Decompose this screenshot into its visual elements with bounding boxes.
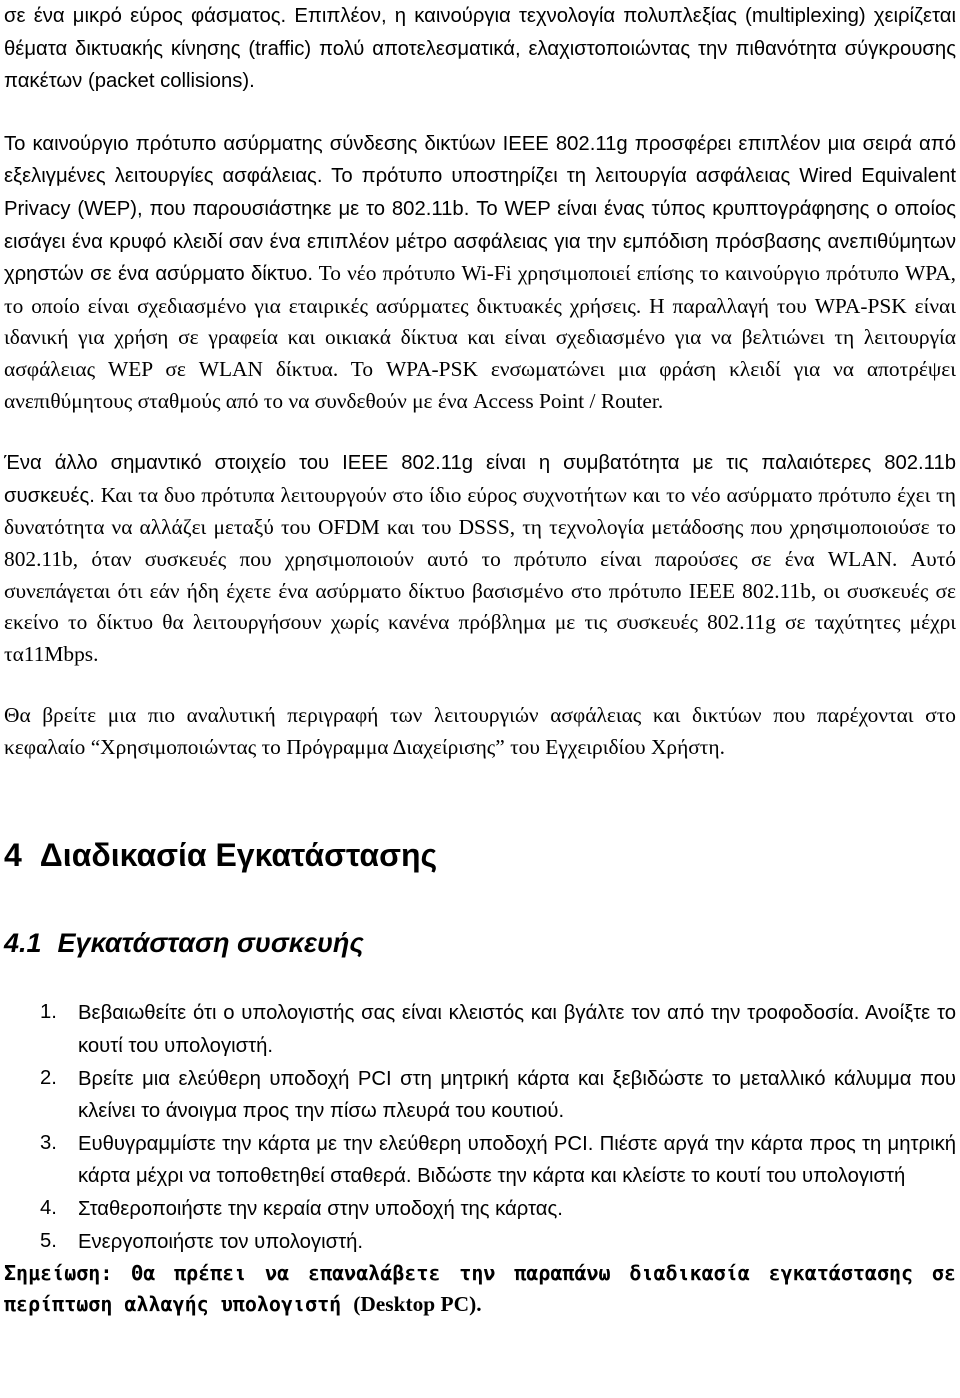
paragraph-text: Το WEP είναι ένας τύπος κρυπτογράφησης ο οποίος εισάγει ένα κρυφό κλειδί σαν ένα επιπλέον μέτρο ασφάλειας για την εμπόδιση πρόσβασης ανεπιθύμητων χρηστών σε ένα ασύρματο δίκτυο. — [4, 197, 957, 286]
paragraph-text: ασφάλειας Wired Equivalent Privacy (WEP), που παρουσιάστηκε με το 802.11b. — [4, 165, 956, 220]
paragraph-security — [4, 128, 956, 417]
paragraph-ofdm-end — [4, 0, 956, 98]
step-text: Βρείτε μια ελεύθερη υποδοχή PCI στη μητρική κάρτα και ξεβιδώστε το μεταλλικό κάλυμμα που κλείνει το άνοιγμα προς την πίσω πλευρά του κουτιού. — [78, 1067, 956, 1123]
list-item — [4, 997, 956, 1062]
list-item — [4, 1128, 956, 1193]
subsection-title: Εγκατάσταση συσκευής — [57, 928, 364, 959]
spacer — [4, 417, 956, 447]
step-number: 3. — [40, 1131, 57, 1154]
step-number: 1. — [40, 1001, 57, 1024]
spacer — [4, 98, 956, 128]
list-item — [4, 1063, 956, 1128]
list-item — [4, 1226, 956, 1259]
installation-note — [4, 1258, 956, 1320]
section-title: Διαδικασία Εγκατάστασης — [39, 837, 438, 874]
step-number: 4. — [40, 1197, 57, 1220]
section-number: 4 — [4, 837, 22, 874]
step-number: 5. — [40, 1229, 57, 1252]
step-text: Ενεργοποιήστε τον υπολογιστή. — [78, 1230, 364, 1253]
spacer — [4, 763, 956, 837]
step-text: Σταθεροποιήστε την κεραία στην υποδοχή της κάρτας. — [78, 1198, 563, 1221]
subsection-heading — [4, 927, 956, 959]
installation-steps — [4, 997, 956, 1258]
paragraph-reference — [4, 700, 956, 763]
paragraph-text: Το καινούργιο πρότυπο ασύρματης σύνδεσης δικτύων IEEE 802.11g προσφέρει επιπλέον μια σειρά από εξελιγμένες λειτουργίες ασφάλειας. Το πρότυπο υποστηρίζει τη λειτουργία — [4, 132, 956, 188]
step-text: Ευθυγραμμίστε την κάρτα με την ελεύθερη υποδοχή PCI. — [78, 1132, 594, 1155]
paragraph-text: Θα βρείτε μια πιο αναλυτική περιγραφή των λειτουργιών ασφάλειας και δικτύων που παρέχονται στο κεφαλαίο “Χρησιμοποιώντας το Πρόγραμμα Διαχείρισης” του Εγχειριδίου Χρήστη. — [4, 703, 956, 759]
spacer — [4, 873, 956, 927]
spacer — [4, 670, 956, 700]
list-item — [4, 1193, 956, 1226]
paragraph-text: Ένα άλλο σημαντικό στοιχείο του IEEE 802.11g είναι η συμβατότητα με τις παλαιότερες 802.11b συσκευές. — [4, 452, 956, 507]
note-text: Σημείωση: Θα πρέπει να επαναλάβετε την παραπάνω διαδικασία εγκατάστασης σε περίπτωση αλλαγής υπολογιστή — [4, 1261, 956, 1317]
step-number: 2. — [40, 1066, 57, 1089]
paragraph-text: Και τα δυο πρότυπα λειτουργούν στο ίδιο εύρος συχνοτήτων και το νέο ασύρματο πρότυπο έχει τη δυνατότητα να αλλάζει μεταξύ του OFDM και του DSSS, τη τεχνολογία μετάδοσης που χρησιμοποιούσε το 802.11b, όταν συσκευές που χρησιμοποιούν αυτό το πρότυπο είναι παρούσες σε ένα WLAN. Αυτό συνεπάγεται ότι εάν ήδη έχετε ένα ασύρματο δίκτυο βασισμένο στο πρότυπο IEEE 802.11b, οι συσκευές σε εκείνο το δίκτυο θα λειτουργήσουν χωρίς κανένα πρόβλημα με τις συσκευές 802.11g σε ταχύτητες μέχρι τα11Mbps. — [4, 482, 956, 666]
paragraph-compatibility — [4, 447, 956, 670]
spacer — [4, 959, 956, 997]
document-page — [4, 0, 956, 1320]
step-text: Βεβαιωθείτε ότι ο υπολογιστής σας είναι κλειστός και βγάλτε τον από την τροφοδοσία. Ανοίξτε το κουτί του υπολογιστή. — [78, 1002, 956, 1058]
step-text: Πιέστε αργά την κάρτα προς τη μητρική κάρτα μέχρι να τοποθετηθεί σταθερά. Βιδώστε την κάρτα και κλείστε το κουτί του υπολογιστή — [78, 1132, 956, 1188]
paragraph-text: σε ένα μικρό εύρος φάσματος. Επιπλέον, η καινούργια τεχνολογία πολυπλεξίας (multiplexing) χειρίζεται θέματα δικτυακής κίνησης (traffic) πολύ αποτελεσματικά, ελαχιστοποιώντας την πιθανότητα σύγκρουσης πακέτων (packet collisions). — [4, 5, 956, 93]
subsection-number: 4.1 — [4, 928, 42, 959]
paragraph-text: Η παραλλαγή του WPA-PSK είναι ιδανική για χρήση σε γραφεία και οικιακά δίκτυα και είναι σχεδιασμένο για να βελτιώνει τη λειτουργία ασφάλειας WEP σε WLAN δίκτυα. Το WPA-PSK ενσωματώνει μια φράση κλειδί για να αποτρέψει ανεπιθύμητους σταθμούς από το να συνδεθούν με ένα Access Point / Router. — [4, 293, 956, 413]
note-suffix: (Desktop PC). — [353, 1292, 482, 1317]
section-heading — [4, 837, 956, 873]
paragraph-text: Το νέο πρότυπο Wi-Fi χρησιμοποιεί επίσης το καινούργιο πρότυπο WPA, το οποίο είναι σχεδιασμένο για εταιρικές ασύρματες δικτυακές χρήσεις. — [4, 261, 957, 318]
